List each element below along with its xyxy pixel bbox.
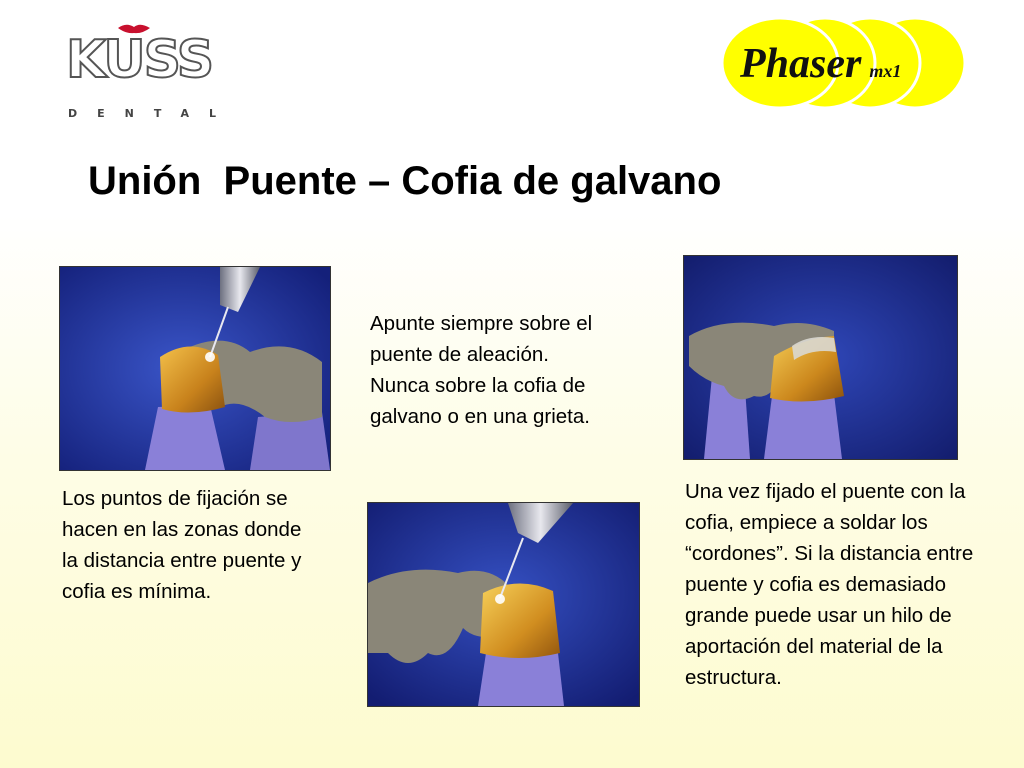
caption-tack-points: Los puntos de fijación se hacen en las zonas donde la distancia entre puente y cofia es mínima. bbox=[62, 487, 302, 603]
caption-weld-seams: Una vez fijado el puente con la cofia, empiece a soldar los “cordones”. Si la distancia entre puente y cofia es demasiado grande puede usar un hilo de aportación del material de la estructura. bbox=[685, 480, 974, 689]
kuss-dental-logo bbox=[66, 22, 237, 120]
phaser-logo-word: Phaser bbox=[740, 41, 862, 87]
caption-aim-alloy: Apunte siempre sobre el puente de aleación. Nunca sobre la cofia de galvano o en una grieta. bbox=[370, 312, 593, 428]
photo-aim-alloy-bridge bbox=[367, 502, 640, 707]
phaser-logo-text bbox=[740, 40, 901, 95]
kuss-logo-subtitle: DENTAL bbox=[68, 107, 237, 120]
phaser-mx1-logo bbox=[720, 16, 966, 110]
page-title: Unión Puente – Cofia de galvano bbox=[88, 159, 722, 203]
phaser-logo-sub: mx1 bbox=[869, 61, 902, 81]
kuss-logo-word: KUSS bbox=[66, 30, 213, 90]
photo-weld-seam bbox=[683, 255, 958, 460]
photo-tack-welding bbox=[59, 266, 331, 471]
